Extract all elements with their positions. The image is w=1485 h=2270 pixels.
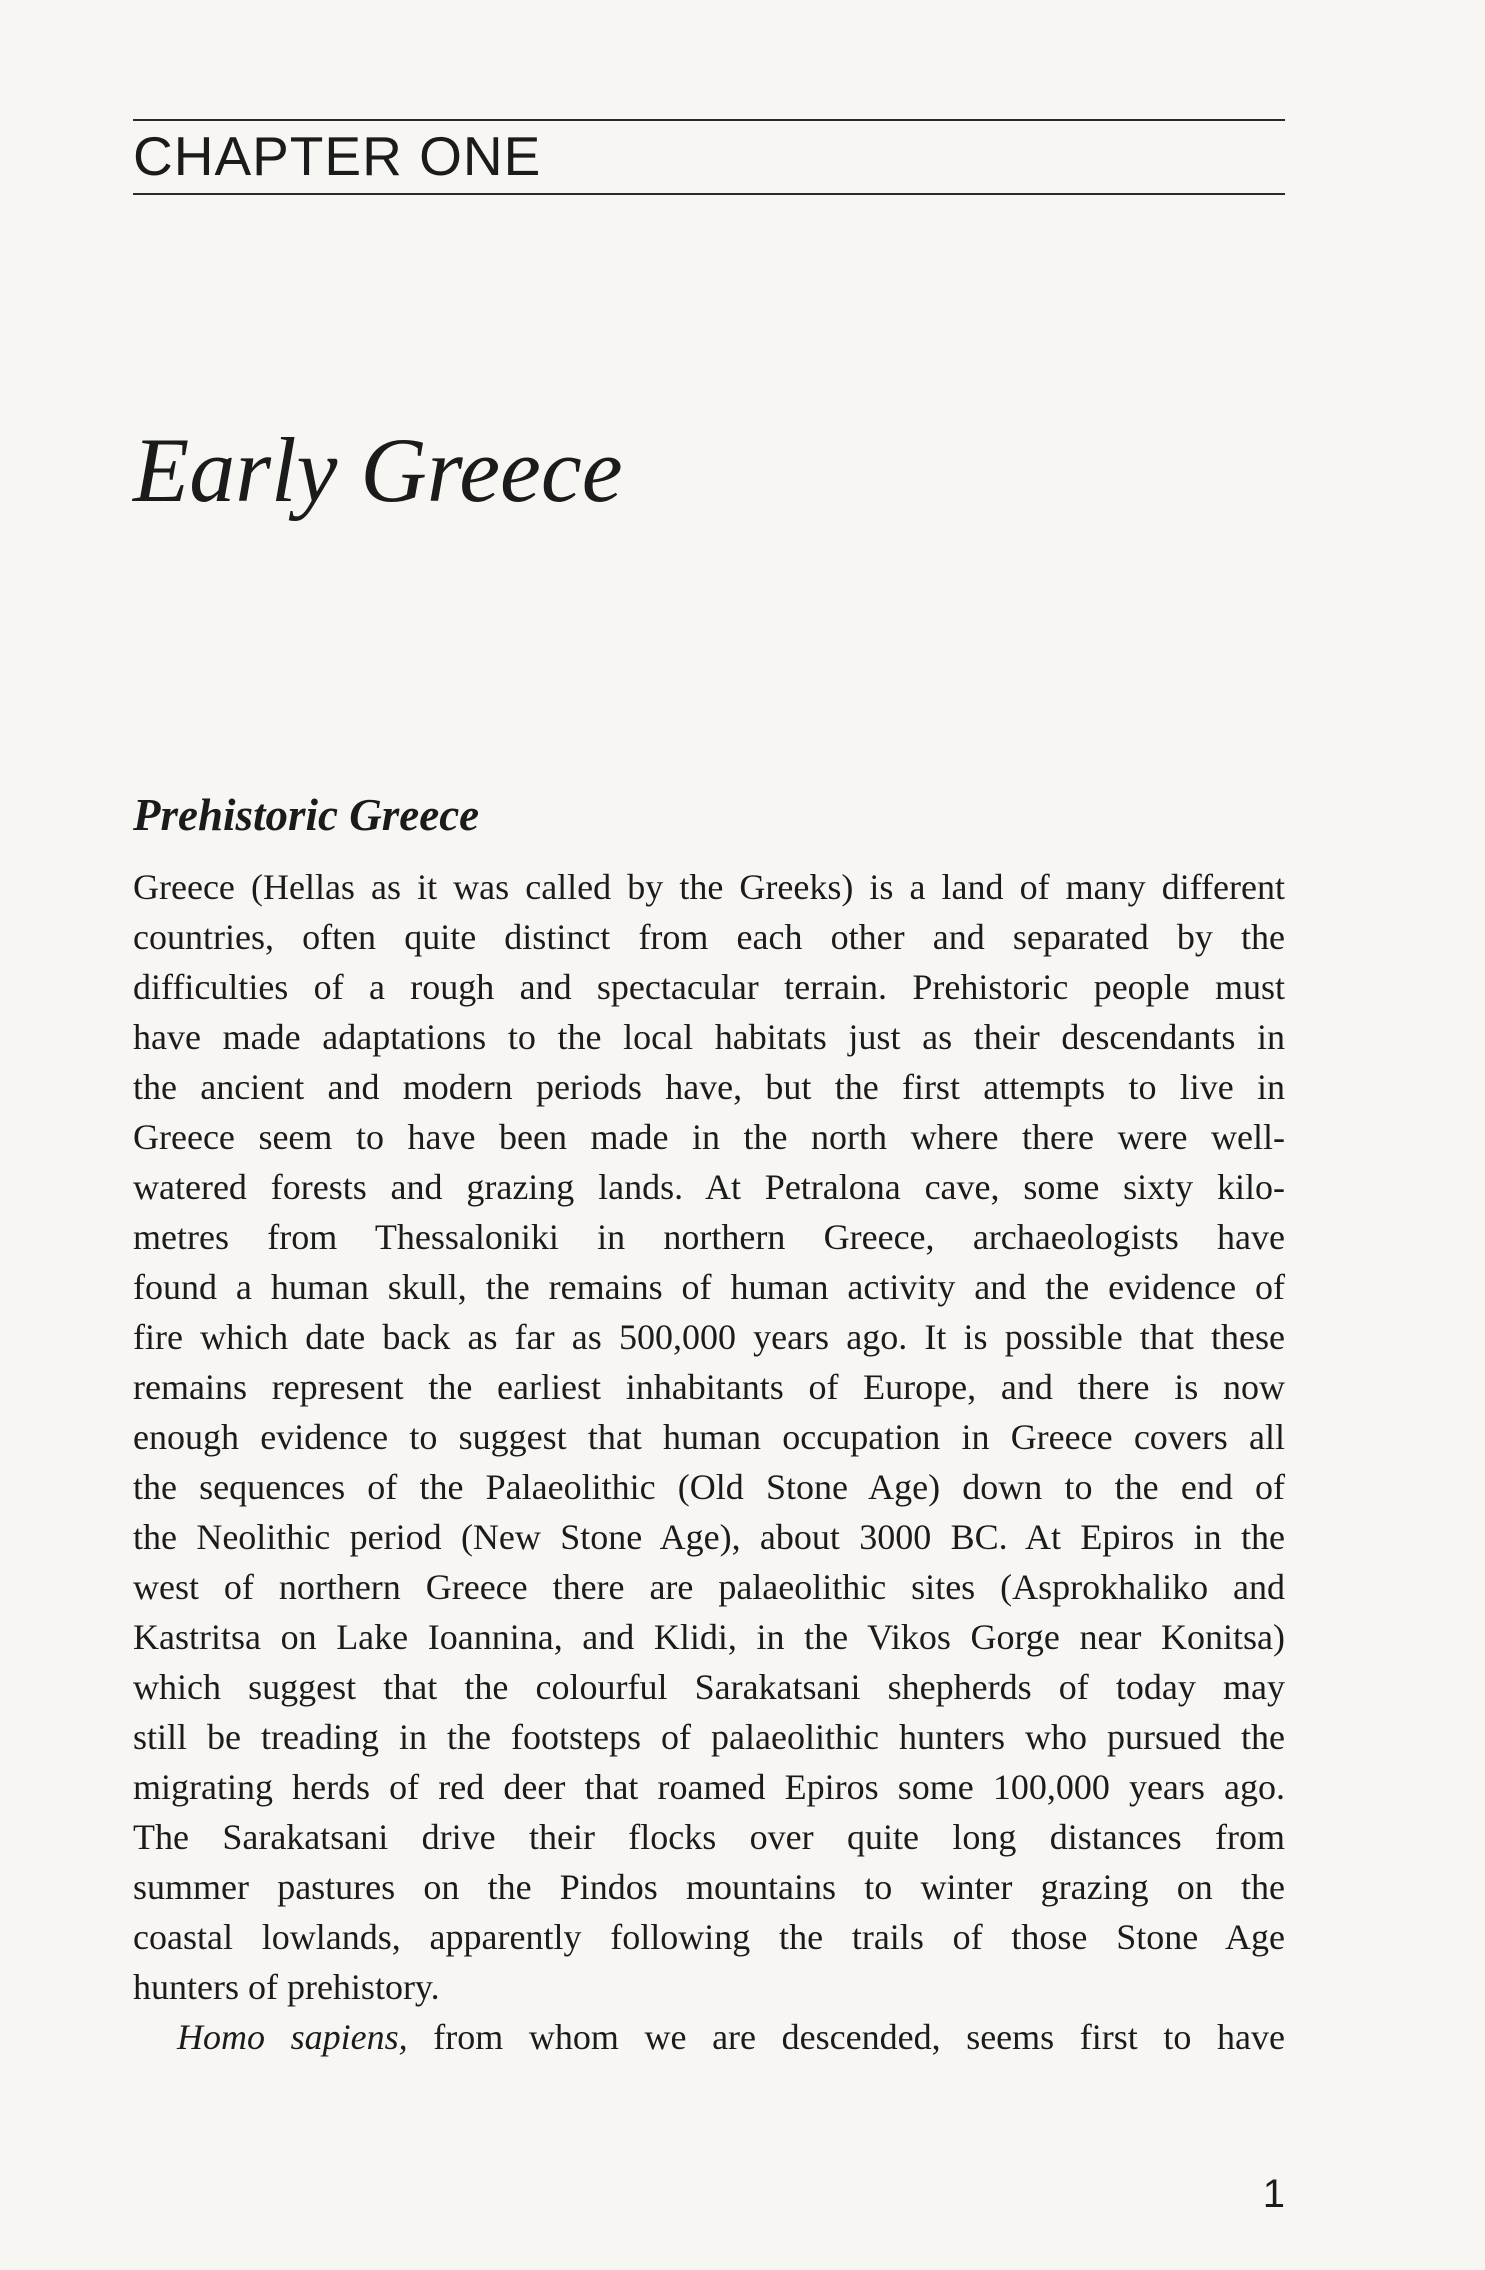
text-line-paragraph-2 <box>133 2012 1285 2062</box>
italic-term: Homo sapiens, <box>177 2017 408 2057</box>
text-line: have made adaptations to the local habitats just as their descendants in <box>133 1017 1285 1057</box>
text-line: summer pastures on the Pindos mountains to winter grazing on the <box>133 1867 1285 1907</box>
text-line: the ancient and modern periods have, but the first attempts to live in <box>133 1067 1285 1107</box>
text-line: hunters of prehistory. <box>133 1967 440 2007</box>
text-line: the Neolithic period (New Stone Age), about 3000 BC. At Epiros in the <box>133 1517 1285 1557</box>
text-line: which suggest that the colourful Sarakatsani shepherds of today may <box>133 1667 1285 1707</box>
text-line: enough evidence to suggest that human occupation in Greece covers all <box>133 1417 1285 1457</box>
text-line: remains represent the earliest inhabitants of Europe, and there is now <box>133 1367 1285 1407</box>
text-line: coastal lowlands, apparently following the trails of those Stone Age <box>133 1917 1285 1957</box>
text-line: Kastritsa on Lake Ioannina, and Klidi, in the Vikos Gorge near Konitsa) <box>133 1617 1285 1657</box>
text-line: The Sarakatsani drive their flocks over quite long distances from <box>133 1817 1285 1857</box>
text-line: watered forests and grazing lands. At Petralona cave, some sixty kilo- <box>133 1167 1285 1207</box>
text-line: the sequences of the Palaeolithic (Old Stone Age) down to the end of <box>133 1467 1285 1507</box>
text-line: fire which date back as far as 500,000 years ago. It is possible that these <box>133 1317 1285 1357</box>
body-text <box>133 862 1285 2062</box>
text-line: Greece seem to have been made in the north where there were well- <box>133 1117 1285 1157</box>
section-heading: Prehistoric Greece <box>133 790 480 840</box>
text-line: found a human skull, the remains of human activity and the evidence of <box>133 1267 1285 1307</box>
text-line: difficulties of a rough and spectacular terrain. Prehistoric people must <box>133 967 1285 1007</box>
text-line: migrating herds of red deer that roamed Epiros some 100,000 years ago. <box>133 1767 1285 1807</box>
chapter-title: Early Greece <box>133 419 623 521</box>
header-rule-bottom <box>133 193 1285 195</box>
text-line: countries, often quite distinct from each other and separated by the <box>133 917 1285 957</box>
chapter-label: CHAPTER ONE <box>133 125 542 187</box>
text-fragment: from whom we are descended, seems first to have <box>407 2017 1285 2057</box>
header-rule-top <box>133 119 1285 121</box>
text-line: metres from Thessaloniki in northern Greece, archaeologists have <box>133 1217 1285 1257</box>
page-number: 1 <box>1262 2172 1285 2216</box>
text-line: still be treading in the footsteps of palaeolithic hunters who pursued the <box>133 1717 1285 1757</box>
text-line: Greece (Hellas as it was called by the Greeks) is a land of many different <box>133 867 1285 907</box>
text-line: west of northern Greece there are palaeolithic sites (Asprokhaliko and <box>133 1567 1285 1607</box>
